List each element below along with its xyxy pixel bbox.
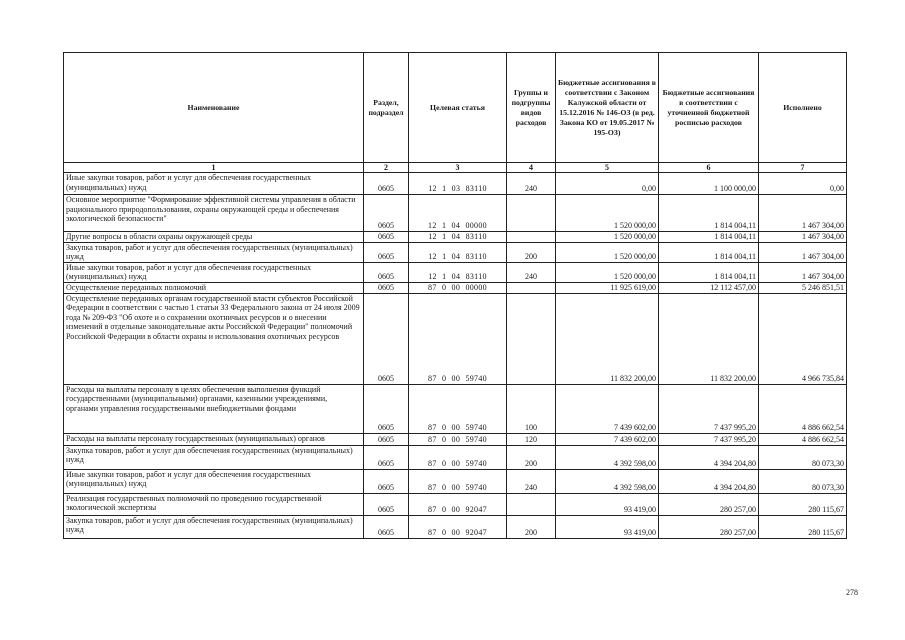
table-row (64, 282, 847, 293)
row-group (507, 195, 556, 232)
row-executed: 4 886 662,54 (759, 384, 847, 433)
row-name: Осуществление переданных полномочий (64, 282, 364, 293)
row-executed: 4 886 662,54 (759, 433, 847, 445)
row-executed: 1 467 304,00 (759, 262, 847, 282)
col-number: 2 (364, 163, 409, 173)
row-target: 87 0 00 59740 (409, 445, 507, 469)
row-group: 120 (507, 433, 556, 445)
header-executed: Исполнено (759, 53, 847, 163)
row-section: 0605 (364, 433, 409, 445)
row-executed: 4 966 735,84 (759, 293, 847, 384)
table-row (64, 242, 847, 262)
row-budget-refined: 11 832 200,00 (659, 293, 759, 384)
row-budget-refined: 280 257,00 (659, 515, 759, 538)
row-name: Закупка товаров, работ и услуг для обеспечения государственных (муниципальных) нужд (64, 242, 364, 262)
row-target: 87 0 00 59740 (409, 293, 507, 384)
row-budget-refined: 7 437 995,20 (659, 384, 759, 433)
table-body (64, 173, 847, 539)
row-name: Расходы на выплаты персоналу в целях обеспечения выполнения функций государственными (муниципальными) органами, казенными учреждениями, органами управления государственными внебюджетными фондами (64, 384, 364, 433)
row-budget-law: 0,00 (556, 173, 659, 195)
row-budget-law: 11 925 619,00 (556, 282, 659, 293)
row-group: 240 (507, 262, 556, 282)
row-target: 12 1 04 00000 (409, 195, 507, 232)
row-executed: 80 073,30 (759, 469, 847, 493)
row-group: 240 (507, 173, 556, 195)
table-header (64, 53, 847, 173)
column-numbers-row (64, 163, 847, 173)
row-budget-law: 1 520 000,00 (556, 232, 659, 243)
row-target: 87 0 00 92047 (409, 515, 507, 538)
col-number: 1 (64, 163, 364, 173)
row-budget-refined: 1 814 004,11 (659, 262, 759, 282)
row-section: 0605 (364, 515, 409, 538)
col-number: 4 (507, 163, 556, 173)
row-group: 200 (507, 515, 556, 538)
row-budget-refined: 4 394 204,80 (659, 469, 759, 493)
table-row (64, 445, 847, 469)
row-target: 12 1 04 83110 (409, 242, 507, 262)
table-row (64, 493, 847, 515)
row-budget-law: 1 520 000,00 (556, 242, 659, 262)
row-section: 0605 (364, 445, 409, 469)
row-budget-refined: 1 100 000,00 (659, 173, 759, 195)
table-row (64, 469, 847, 493)
row-target: 12 1 03 83110 (409, 173, 507, 195)
row-budget-refined: 1 814 004,11 (659, 232, 759, 243)
row-group (507, 493, 556, 515)
row-group: 240 (507, 469, 556, 493)
row-budget-law: 7 439 602,00 (556, 384, 659, 433)
table-row (64, 173, 847, 195)
row-executed: 1 467 304,00 (759, 232, 847, 243)
row-budget-law: 1 520 000,00 (556, 262, 659, 282)
row-executed: 0,00 (759, 173, 847, 195)
row-budget-refined: 1 814 004,11 (659, 242, 759, 262)
row-group (507, 293, 556, 384)
row-name: Иные закупки товаров, работ и услуг для обеспечения государственных (муниципальных) нужд (64, 262, 364, 282)
row-executed: 1 467 304,00 (759, 242, 847, 262)
col-number: 7 (759, 163, 847, 173)
row-section: 0605 (364, 384, 409, 433)
row-group: 100 (507, 384, 556, 433)
col-number: 5 (556, 163, 659, 173)
header-budget-law: Бюджетные ассигнования в соответствии с Законом Калужской области от 15.12.2016 № 146-ОЗ (в ред. Закона КО от 19.05.2017 № 195-ОЗ) (556, 53, 659, 163)
header-section: Раздел, подраздел (364, 53, 409, 163)
row-section: 0605 (364, 469, 409, 493)
row-group: 200 (507, 242, 556, 262)
row-name: Расходы на выплаты персоналу государственных (муниципальных) органов (64, 433, 364, 445)
row-budget-law: 93 419,00 (556, 515, 659, 538)
row-executed: 5 246 851,51 (759, 282, 847, 293)
table-row (64, 384, 847, 433)
row-target: 12 1 04 83110 (409, 232, 507, 243)
row-section: 0605 (364, 282, 409, 293)
row-target: 87 0 00 92047 (409, 493, 507, 515)
row-section: 0605 (364, 232, 409, 243)
header-name: Наименование (64, 53, 364, 163)
row-name: Осуществление переданных органам государственной власти субъектов Российской Федерации в соответствии с частью 1 статьи 33 Федерального закона от 24 июля 2009 года № 209-ФЗ "Об охоте и о сохранении охотничьих ресурсов и о внесении изменений в отдельные законодательные акты Российской Федерации" полномочий Российской Федерации в области охраны и использования охотничьих ресурсов (64, 293, 364, 384)
row-name: Закупка товаров, работ и услуг для обеспечения государственных (муниципальных) нужд (64, 515, 364, 538)
row-budget-law: 4 392 598,00 (556, 445, 659, 469)
col-number: 3 (409, 163, 507, 173)
row-section: 0605 (364, 195, 409, 232)
table-row (64, 515, 847, 538)
row-name: Закупка товаров, работ и услуг для обеспечения государственных (муниципальных) нужд (64, 445, 364, 469)
page-number: 278 (846, 588, 858, 597)
row-budget-refined: 1 814 004,11 (659, 195, 759, 232)
row-name: Иные закупки товаров, работ и услуг для обеспечения государственных (муниципальных) нужд (64, 469, 364, 493)
row-executed: 1 467 304,00 (759, 195, 847, 232)
row-budget-law: 7 439 602,00 (556, 433, 659, 445)
table-row (64, 232, 847, 243)
row-group (507, 232, 556, 243)
header-target: Целевая статья (409, 53, 507, 163)
row-budget-refined: 4 394 204,80 (659, 445, 759, 469)
row-budget-law: 4 392 598,00 (556, 469, 659, 493)
row-target: 87 0 00 59740 (409, 384, 507, 433)
row-budget-law: 11 832 200,00 (556, 293, 659, 384)
header-budget-refined: Бюджетные ассигнования в соответствии с уточненной бюджетной росписью расходов (659, 53, 759, 163)
row-executed: 280 115,67 (759, 493, 847, 515)
row-name: Основное мероприятие "Формирование эффективной системы управления в области рационального природопользования, охраны окружающей среды и обеспечения экологической безопасности" (64, 195, 364, 232)
table-row (64, 433, 847, 445)
row-budget-refined: 12 112 457,00 (659, 282, 759, 293)
row-section: 0605 (364, 173, 409, 195)
row-target: 87 0 00 59740 (409, 469, 507, 493)
row-name: Иные закупки товаров, работ и услуг для обеспечения государственных (муниципальных) нужд (64, 173, 364, 195)
row-section: 0605 (364, 242, 409, 262)
row-budget-refined: 280 257,00 (659, 493, 759, 515)
table-row (64, 293, 847, 384)
row-budget-law: 93 419,00 (556, 493, 659, 515)
table-row (64, 195, 847, 232)
row-group: 200 (507, 445, 556, 469)
row-target: 87 0 00 59740 (409, 433, 507, 445)
row-target: 12 1 04 83110 (409, 262, 507, 282)
row-group (507, 282, 556, 293)
row-section: 0605 (364, 262, 409, 282)
row-target: 87 0 00 00000 (409, 282, 507, 293)
row-section: 0605 (364, 293, 409, 384)
col-number: 6 (659, 163, 759, 173)
row-budget-refined: 7 437 995,20 (659, 433, 759, 445)
row-name: Другие вопросы в области охраны окружающей среды (64, 232, 364, 243)
budget-table (63, 52, 847, 539)
row-name: Реализация государственных полномочий по проведению государственной экологической экспертизы (64, 493, 364, 515)
header-groups: Группы и подгруппы видов расходов (507, 53, 556, 163)
row-section: 0605 (364, 493, 409, 515)
table-row (64, 262, 847, 282)
row-budget-law: 1 520 000,00 (556, 195, 659, 232)
row-executed: 280 115,67 (759, 515, 847, 538)
row-executed: 80 073,30 (759, 445, 847, 469)
